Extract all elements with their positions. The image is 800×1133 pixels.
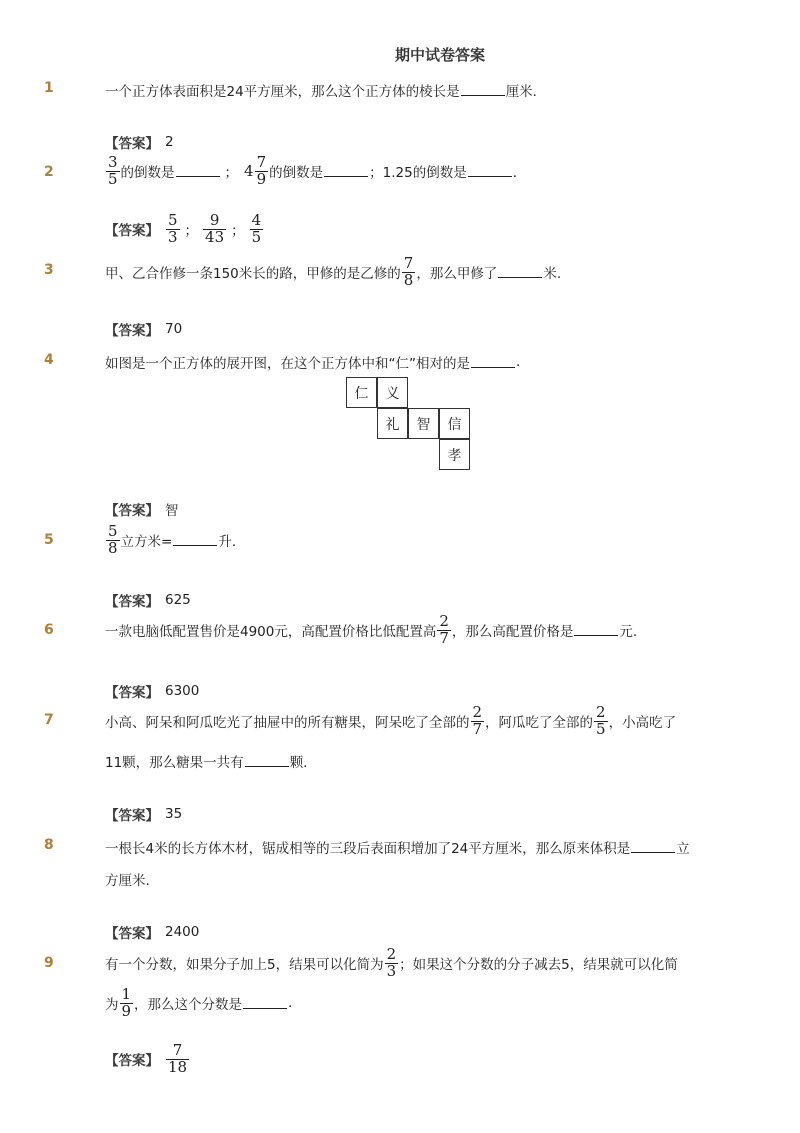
answer-blank — [631, 851, 675, 853]
question-9-text — [105, 947, 678, 980]
answer-3 — [105, 319, 182, 339]
fraction: $\frac{7}{8}$ — [403, 254, 414, 289]
question-number: 3 — [44, 262, 54, 278]
answer-label: 【答案】 — [105, 594, 159, 610]
question-text: ，小高吃了 — [608, 715, 677, 732]
answer-label: 【答案】 — [105, 323, 159, 339]
answer-1 — [105, 132, 174, 152]
answer-label: 【答案】 — [105, 808, 159, 824]
cube-net-cell: 义 — [377, 377, 408, 408]
question-5-text — [105, 524, 236, 557]
cube-net-cell: 智 — [408, 408, 439, 439]
answer-blank — [498, 276, 542, 278]
answer-blank — [471, 366, 515, 368]
answer-8 — [105, 922, 199, 942]
question-text: . — [516, 354, 521, 370]
cube-net-cell: 信 — [439, 408, 470, 439]
cube-net-cell: 礼 — [377, 408, 408, 439]
separator: ； — [231, 223, 245, 240]
answer-5 — [105, 590, 191, 610]
fraction: $\frac{2}{5}$ — [596, 703, 606, 738]
answer-9 — [105, 1043, 190, 1076]
question-text: . — [288, 995, 293, 1012]
answer-4 — [105, 499, 179, 519]
question-text: 立 — [676, 841, 690, 857]
question-number: 1 — [44, 80, 54, 96]
question-text: 升. — [218, 534, 237, 551]
separator: ； — [184, 223, 199, 240]
fraction: $\frac{2}{7}$ — [472, 703, 483, 738]
answer-blank — [574, 634, 618, 636]
mixed-number-integer: 4 — [244, 162, 254, 181]
question-text: 11颗，那么糖果一共有 — [105, 755, 244, 771]
answer-7 — [105, 804, 182, 824]
answer-value: 35 — [165, 806, 183, 822]
answer-label: 【答案】 — [105, 685, 159, 701]
question-text: 甲、乙合作修一条150米长的路，甲修的是乙修的 — [105, 266, 401, 283]
question-4-text — [105, 352, 520, 372]
fraction: $\frac{7}{9}$ — [256, 153, 267, 188]
cube-net-cell: 孝 — [439, 439, 470, 470]
answer-blank — [461, 94, 505, 96]
question-text: ，那么甲修了 — [416, 266, 498, 283]
answer-value: 2 — [165, 134, 174, 150]
question-text: 如图是一个正方体的展开图，在这个正方体中和“仁”相对的是 — [105, 356, 470, 372]
question-number: 4 — [44, 352, 54, 368]
fraction: $\frac{3}{5}$ — [108, 153, 118, 188]
answer-blank — [468, 175, 512, 177]
question-text: 的倒数是 — [120, 165, 175, 182]
answer-blank — [173, 544, 217, 546]
answer-blank — [245, 765, 289, 767]
question-text: 立方米= — [120, 534, 173, 551]
question-8-text-line2 — [105, 869, 150, 889]
question-text: 有一个分数，如果分子加上5，结果可以化简为 — [105, 957, 384, 974]
answer-blank — [243, 1007, 287, 1009]
answer-fraction: $\frac{9}{43}$ — [205, 211, 225, 246]
question-7-text — [105, 705, 676, 738]
question-text: ． — [512, 165, 527, 182]
answer-label: 【答案】 — [105, 136, 159, 152]
question-text: 小高、阿呆和阿瓜吃光了抽屉中的所有糖果，阿呆吃了全部的 — [105, 715, 470, 732]
question-text: 厘米． — [505, 84, 547, 100]
answer-value: 2400 — [165, 924, 200, 940]
separator: ； — [224, 165, 239, 182]
fraction: $\frac{2}{7}$ — [439, 612, 449, 647]
question-8-text — [105, 837, 690, 857]
question-text: 米. — [543, 266, 562, 283]
question-text: ；1.25的倒数是 — [369, 165, 467, 182]
answer-value: 70 — [165, 321, 183, 337]
question-number: 7 — [44, 712, 54, 728]
question-text: 一个正方体表面积是24平方厘米，那么这个正方体的棱长是 — [105, 84, 460, 100]
question-number: 6 — [44, 622, 54, 638]
answer-2 — [105, 213, 264, 246]
answer-label: 【答案】 — [105, 1053, 159, 1070]
answer-label: 【答案】 — [105, 503, 159, 519]
answer-fraction: $\frac{4}{5}$ — [251, 211, 262, 246]
question-1-text — [105, 80, 546, 100]
answer-value: 625 — [165, 592, 191, 608]
answer-fraction: $\frac{5}{3}$ — [168, 211, 178, 246]
fraction: $\frac{2}{3}$ — [386, 945, 397, 980]
fraction: $\frac{1}{9}$ — [121, 985, 132, 1020]
question-number: 5 — [44, 532, 54, 548]
answer-label: 【答案】 — [105, 223, 159, 240]
answer-value: 智 — [165, 503, 179, 519]
question-text: 一根长4米的长方体木材，锯成相等的三段后表面积增加了24平方厘米，那么原来体积是 — [105, 841, 631, 857]
question-2-text — [105, 155, 526, 188]
question-text: 方厘米. — [105, 873, 150, 889]
answer-blank — [324, 175, 368, 177]
question-number: 2 — [44, 164, 54, 180]
question-3-text — [105, 256, 561, 289]
question-9-text-line2 — [105, 987, 292, 1020]
question-text: 一款电脑低配置售价是4900元，高配置价格比低配置高 — [105, 624, 437, 641]
question-text: ，阿瓜吃了全部的 — [485, 715, 594, 732]
question-text: ；如果这个分数的分子减去5，结果就可以化简 — [399, 957, 678, 974]
answer-fraction: $\frac{7}{18}$ — [168, 1041, 188, 1076]
question-number: 8 — [44, 837, 54, 853]
question-text: 颗. — [289, 755, 308, 771]
question-7-text-line2 — [105, 751, 307, 771]
question-text: 的倒数是 — [269, 165, 324, 182]
question-text: ，那么这个分数是 — [134, 997, 243, 1014]
question-text: ，那么高配置价格是 — [451, 624, 574, 641]
answer-6 — [105, 681, 199, 701]
answer-blank — [176, 175, 220, 177]
question-text: 元. — [619, 624, 638, 641]
cube-net-cell: 仁 — [346, 377, 377, 408]
question-text: 为 — [105, 997, 119, 1014]
fraction: $\frac{5}{8}$ — [108, 522, 118, 557]
page-title: 期中试卷答案 — [394, 46, 485, 64]
answer-value: 6300 — [165, 683, 200, 699]
answer-label: 【答案】 — [105, 926, 159, 942]
question-number: 9 — [44, 955, 54, 971]
question-6-text — [105, 614, 637, 647]
